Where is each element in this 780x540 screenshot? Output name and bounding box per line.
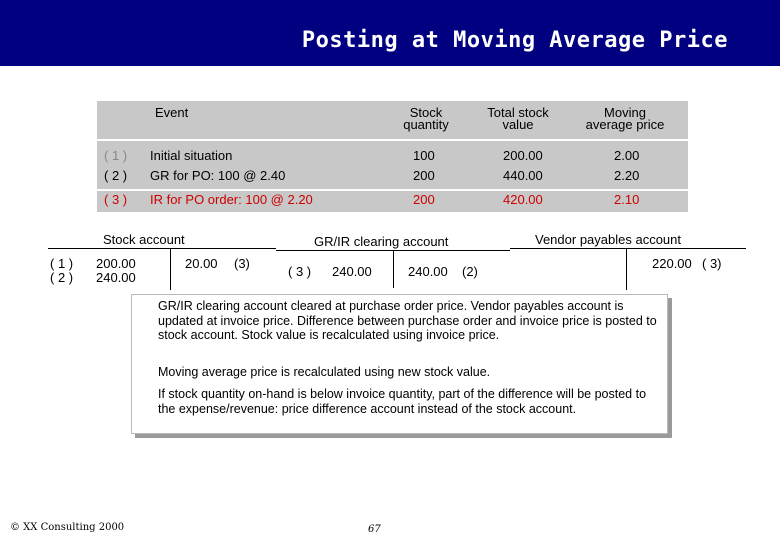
row-1-qty: 100 bbox=[413, 148, 435, 163]
stock-account-title: Stock account bbox=[103, 232, 185, 247]
grir-debit: 240.00 bbox=[332, 264, 372, 279]
vendor-credit-id: ( 3) bbox=[702, 256, 722, 271]
note-paragraph-2: Moving average price is recalculated using new stock value. bbox=[158, 365, 491, 379]
stock-account-hline bbox=[48, 248, 276, 249]
grir-account-vline bbox=[393, 250, 394, 288]
stock-credit: 20.00 bbox=[185, 256, 218, 271]
row-3-event: IR for PO order: 100 @ 2.20 bbox=[150, 192, 313, 207]
col-stock-quantity: Stock quantity bbox=[403, 105, 449, 132]
row-2-price: 2.20 bbox=[614, 168, 640, 183]
note-paragraph-3: If stock quantity on-hand is below invoice quantity, part of the difference will be posted to the expense/revenue: price difference account instead of the stock account. bbox=[158, 387, 647, 416]
row-3-price: 2.10 bbox=[614, 192, 640, 207]
explanation-note bbox=[131, 294, 668, 434]
row-1-event: Initial situation bbox=[150, 148, 233, 163]
row-2-value: 440.00 bbox=[503, 168, 543, 183]
row-3-value: 420.00 bbox=[503, 192, 543, 207]
col-moving-average-price: Moving average price bbox=[585, 105, 665, 132]
grir-credit: 240.00 bbox=[408, 264, 448, 279]
stock-debit-id-1: ( 1 ) bbox=[50, 256, 74, 271]
row-3-qty: 200 bbox=[413, 192, 435, 207]
stock-account-vline bbox=[170, 248, 171, 290]
row-3-id: ( 3 ) bbox=[104, 192, 128, 207]
page-number: 67 bbox=[368, 524, 381, 535]
col-total-stock-value: Total stock value bbox=[487, 105, 549, 132]
stock-credit-id: (3) bbox=[234, 256, 250, 271]
vendor-credit: 220.00 bbox=[652, 256, 692, 271]
stock-debit-2: 240.00 bbox=[96, 270, 136, 285]
page-title: Posting at Moving Average Price bbox=[301, 28, 728, 53]
vendor-account-title: Vendor payables account bbox=[535, 232, 681, 247]
row-1-price: 2.00 bbox=[614, 148, 640, 163]
note-paragraph-1: GR/IR clearing account cleared at purchase order price. Vendor payables account is updated at invoice price. Difference between purchase order and invoice price is posted to stock account. Stock value is recalculated using invoice price. bbox=[158, 299, 657, 342]
stock-debit-1: 200.00 bbox=[96, 256, 136, 271]
col-event: Event bbox=[155, 105, 189, 120]
row-2-qty: 200 bbox=[413, 168, 435, 183]
vendor-account-hline bbox=[510, 248, 746, 249]
row-1-id: ( 1 ) bbox=[104, 148, 128, 163]
copyright: © XX Consulting 2000 bbox=[10, 522, 125, 533]
row-2-id: ( 2 ) bbox=[104, 168, 128, 183]
grir-account-title: GR/IR clearing account bbox=[314, 234, 449, 249]
vendor-account-vline bbox=[626, 248, 627, 290]
row-1-value: 200.00 bbox=[503, 148, 543, 163]
grir-credit-id: (2) bbox=[462, 264, 478, 279]
title-banner bbox=[0, 0, 780, 66]
grir-debit-id: ( 3 ) bbox=[288, 264, 312, 279]
row-2-event: GR for PO: 100 @ 2.40 bbox=[150, 168, 286, 183]
stock-debit-id-2: ( 2 ) bbox=[50, 270, 74, 285]
row-separator bbox=[97, 189, 688, 191]
